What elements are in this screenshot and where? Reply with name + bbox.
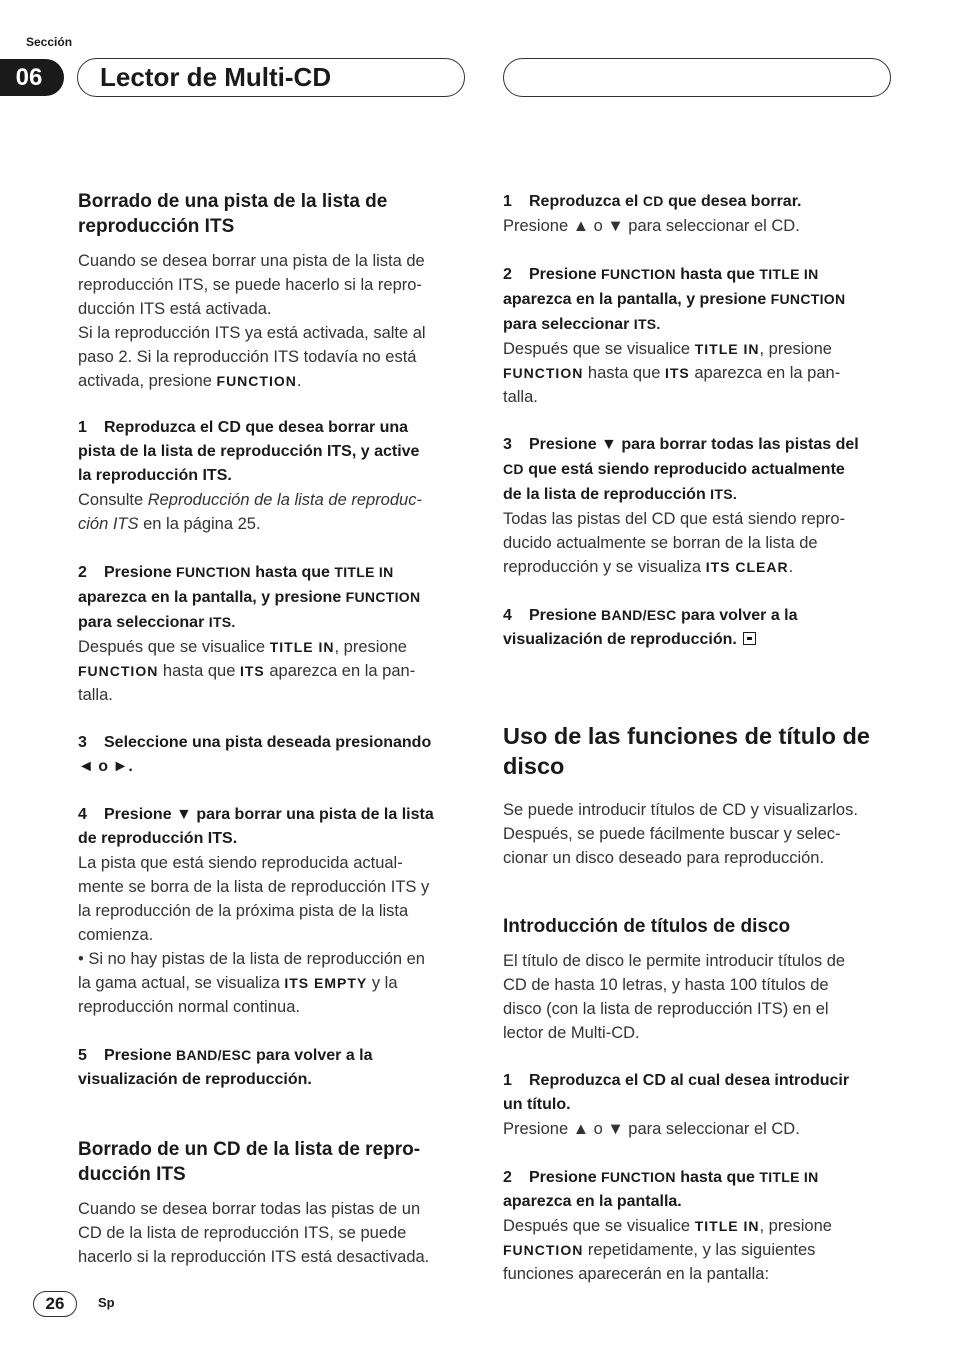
body-line: FUNCTION hasta que ITS aparezca en la pan-	[78, 662, 416, 680]
step-heading: para seleccionar ITS.	[78, 614, 236, 631]
body-line: ducción ITS está activada.	[78, 300, 272, 318]
key-label: ITS CLEAR	[705, 559, 789, 575]
body-line: Presione ▲ o ▼ para seleccionar el CD.	[503, 217, 800, 235]
section-heading-disc-titles: Uso de las funciones de título de	[503, 723, 870, 749]
step-heading: 3 Presione ▼ para borrar todas las pistas del	[503, 436, 859, 453]
body-line: Cuando se desea borrar una pista de la lista de	[78, 252, 425, 270]
body-line: funciones aparecerán en la pantalla:	[503, 1265, 770, 1283]
body-line: Después que se visualice TITLE IN, presione	[503, 1217, 832, 1235]
step-heading: 2 Presione FUNCTION hasta que TITLE IN	[503, 266, 819, 283]
body-line: ción ITS en la página 25.	[78, 515, 261, 533]
heading-line: ducción ITS	[78, 1164, 186, 1185]
body-line: disco (con la lista de reproducción ITS) en el	[503, 1000, 829, 1018]
body-line: El título de disco le permite introducir títulos de	[503, 952, 846, 970]
step-heading: aparezca en la pantalla, y presione FUNCTION	[78, 589, 421, 606]
page-title: Lector de Multi-CD	[77, 58, 465, 97]
key-label: FUNCTION	[503, 1242, 584, 1258]
body-line: activada, presione FUNCTION.	[78, 372, 302, 390]
left-column	[78, 189, 470, 1269]
step-heading: 3 Seleccione una pista deseada presionando	[78, 734, 432, 751]
step-heading: 2 Presione FUNCTION hasta que TITLE IN	[78, 564, 394, 581]
body-line: Presione ▲ o ▼ para seleccionar el CD.	[503, 1120, 800, 1138]
step-heading: 2 Presione FUNCTION hasta que TITLE IN	[503, 1169, 819, 1186]
body-line: paso 2. Si la reproducción ITS todavía no está	[78, 348, 417, 366]
body-line: FUNCTION repetidamente, y las siguientes	[503, 1241, 816, 1259]
step-heading: aparezca en la pantalla.	[503, 1193, 682, 1210]
body-line: Después que se visualice TITLE IN, presione	[78, 638, 407, 656]
key-label: TITLE IN	[694, 1218, 760, 1234]
heading-line: Borrado de una pista de la lista de	[78, 191, 388, 212]
section-heading-delete-track	[78, 189, 470, 239]
step-heading: 1 Reproduzca el CD al cual desea introducir	[503, 1072, 850, 1089]
heading-line: reproducción ITS	[78, 216, 235, 237]
body-line: reproducción ITS, se puede hacerlo si la repro-	[78, 276, 422, 294]
step-heading: 1 Reproduzca el CD que desea borrar una	[78, 419, 409, 436]
step-heading: de la lista de reproducción ITS.	[503, 486, 738, 503]
body-line: reproducción normal continua.	[78, 998, 300, 1016]
section-heading-delete-cd: Borrado de un CD de la lista de repro-	[78, 1139, 421, 1160]
body-line: Se puede introducir títulos de CD y visualizarlos.	[503, 801, 858, 819]
step-heading: 1 Reproduzca el CD que desea borrar.	[503, 193, 802, 210]
language-label: Sp	[98, 1295, 115, 1310]
step-heading: 4 Presione BAND/ESC para volver a la	[503, 607, 798, 624]
body-line: mente se borra de la lista de reproducción ITS y	[78, 878, 430, 896]
step-heading: aparezca en la pantalla, y presione FUNCTION	[503, 291, 846, 308]
body-line: talla.	[503, 388, 538, 406]
body-line: CD de la lista de reproducción ITS, se puede	[78, 1224, 407, 1242]
step-heading: CD que está siendo reproducido actualmente	[503, 461, 845, 478]
body-line: Después que se visualice TITLE IN, presione	[503, 340, 832, 358]
section-number-badge: 06	[0, 59, 64, 96]
body-line: lector de Multi-CD.	[503, 1024, 640, 1042]
heading-line: disco	[503, 753, 565, 779]
page-number: 26	[33, 1291, 77, 1317]
body-line: talla.	[78, 686, 113, 704]
key-label: TITLE IN	[694, 341, 760, 357]
body-line: cionar un disco deseado para reproducción.	[503, 849, 825, 867]
header-empty-pill	[503, 58, 891, 97]
key-label: ITS	[664, 365, 690, 381]
step-heading: pista de la lista de reproducción ITS, y active	[78, 443, 420, 460]
step-heading: de reproducción ITS.	[78, 830, 238, 847]
section-label: Sección	[26, 35, 73, 49]
step-heading: 5 Presione BAND/ESC para volver a la	[78, 1047, 373, 1064]
body-line: CD de hasta 10 letras, y hasta 100 títulos de	[503, 976, 829, 994]
step-heading: 4 Presione ▼ para borrar una pista de la lista	[78, 806, 434, 823]
body-line: ducido actualmente se borran de la lista de	[503, 534, 818, 552]
body-line: la gama actual, se visualiza ITS EMPTY y la	[78, 974, 398, 992]
body-line: FUNCTION hasta que ITS aparezca en la pan-	[503, 364, 841, 382]
subsection-heading-enter-titles: Introducción de títulos de disco	[503, 916, 791, 937]
end-of-section-icon	[743, 632, 756, 645]
bullet-line: • Si no hay pistas de la lista de reproducción en	[78, 950, 425, 968]
step-heading: para seleccionar ITS.	[503, 316, 661, 333]
key-label: ITS	[239, 663, 265, 679]
right-column	[503, 189, 895, 1286]
key-label: ITS EMPTY	[284, 975, 368, 991]
body-line: Todas las pistas del CD que está siendo repro-	[503, 510, 846, 528]
body-line: La pista que está siendo reproducida actual-	[78, 854, 403, 872]
key-label: FUNCTION	[503, 365, 584, 381]
step-heading: visualización de reproducción.	[503, 628, 895, 652]
body-line: comienza.	[78, 926, 154, 944]
key-label: FUNCTION	[78, 663, 159, 679]
key-label: TITLE IN	[269, 639, 335, 655]
body-line: Cuando se desea borrar todas las pistas de un	[78, 1200, 421, 1218]
step-heading: ◄ o ►.	[78, 758, 133, 775]
body-line: Si la reproducción ITS ya está activada, salte al	[78, 324, 426, 342]
body-line: hacerlo si la reproducción ITS está desactivada.	[78, 1248, 430, 1266]
body-line: Consulte Reproducción de la lista de reproduc-	[78, 491, 422, 509]
body-line: reproducción y se visualiza ITS CLEAR.	[503, 558, 794, 576]
body-line: la reproducción de la próxima pista de la lista	[78, 902, 409, 920]
body-line: Después, se puede fácilmente buscar y selec-	[503, 825, 841, 843]
key-label: FUNCTION	[216, 373, 297, 389]
step-heading: visualización de reproducción.	[78, 1071, 312, 1088]
step-heading: la reproducción ITS.	[78, 467, 232, 484]
step-heading: un título.	[503, 1096, 571, 1113]
